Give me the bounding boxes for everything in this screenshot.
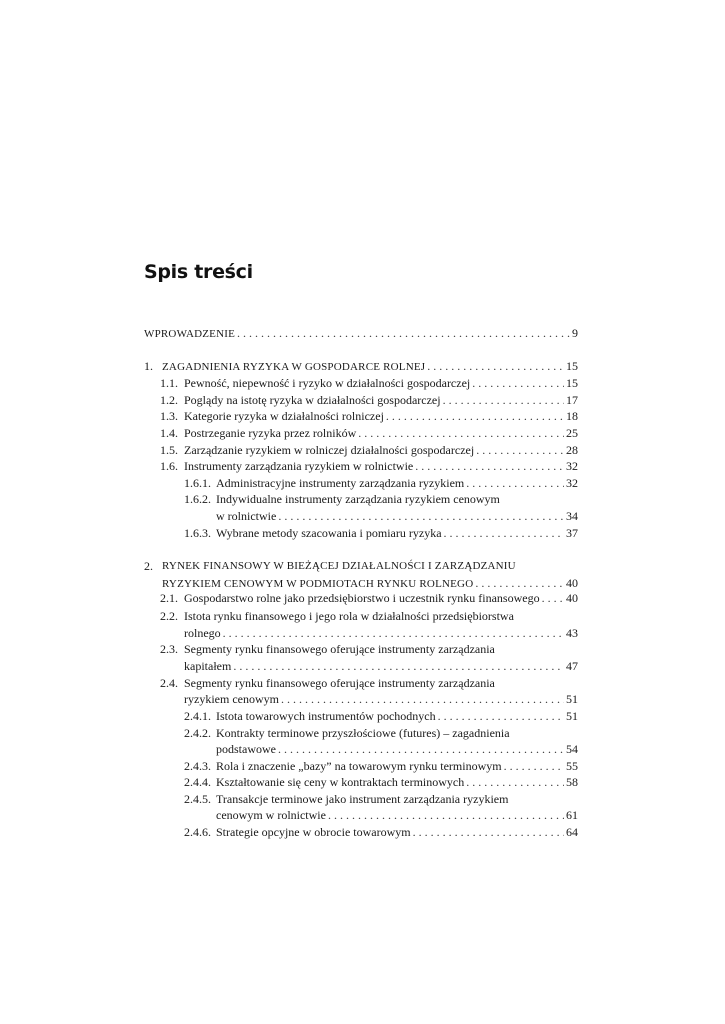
toc-entry-title: Pewność, niepewność i ryzyko w działalności gospodarczej bbox=[184, 376, 471, 390]
toc-entry-title: Kształtowanie się ceny w kontraktach terminowych bbox=[216, 775, 465, 789]
toc-entry-number: 1.6.1. bbox=[184, 476, 211, 490]
toc-entry[interactable] bbox=[0, 807, 725, 823]
toc-page-number: 47 bbox=[566, 659, 578, 673]
toc-page-number: 37 bbox=[566, 526, 578, 540]
toc-entry-title: Gospodarstwo rolne jako przedsiębiorstwo i uczestnik rynku finansowego bbox=[184, 591, 540, 605]
toc-entry-continued[interactable] bbox=[0, 725, 725, 741]
toc-page-number: 25 bbox=[566, 426, 578, 440]
toc-entry-title: Istota rynku finansowego i jego rola w działalności przedsiębiorstwa bbox=[184, 609, 514, 623]
toc-entry-number: 2.4.5. bbox=[184, 792, 211, 806]
toc-entry-number: 1.6. bbox=[160, 459, 178, 473]
toc-entry-number: 2.4.2. bbox=[184, 726, 211, 740]
toc-entry[interactable] bbox=[0, 625, 725, 641]
toc-entry-title: ZAGADNIENIA RYZYKA W GOSPODARCE ROLNEJ bbox=[162, 361, 426, 373]
toc-entry-number: 2.1. bbox=[160, 591, 178, 605]
toc-entry-title: w rolnictwie bbox=[216, 509, 277, 523]
page-title: Spis treści bbox=[144, 260, 253, 283]
toc-entry-number: 1.3. bbox=[160, 409, 178, 423]
toc-page-number: 17 bbox=[566, 393, 578, 407]
dot-leader bbox=[237, 325, 570, 341]
toc-page-number: 9 bbox=[572, 326, 578, 340]
dot-leader bbox=[427, 358, 564, 374]
toc-entry-continued[interactable] bbox=[0, 558, 725, 574]
toc-entry-continued[interactable] bbox=[0, 491, 725, 507]
toc-entry-title: Transakcje terminowe jako instrument zarządzania ryzykiem bbox=[216, 792, 509, 806]
toc-entry[interactable] bbox=[0, 408, 725, 424]
dot-leader bbox=[278, 741, 564, 757]
dot-leader bbox=[233, 658, 564, 674]
toc-entry-number: 2. bbox=[144, 559, 153, 573]
dot-leader bbox=[472, 375, 564, 391]
toc-entry-title: Postrzeganie ryzyka przez rolników bbox=[184, 426, 357, 440]
toc-entry[interactable] bbox=[0, 824, 725, 840]
dot-leader bbox=[328, 807, 564, 823]
toc-entry[interactable] bbox=[0, 658, 725, 674]
toc-page-number: 18 bbox=[566, 409, 578, 423]
dot-leader bbox=[466, 774, 564, 790]
toc-page-number: 40 bbox=[566, 576, 578, 590]
toc-entry-title: WPROWADZENIE bbox=[144, 328, 235, 340]
toc-page-number: 61 bbox=[566, 808, 578, 822]
toc-entry-title: Administracyjne instrumenty zarządzania ryzykiem bbox=[216, 476, 465, 490]
toc-entry-number: 2.2. bbox=[160, 609, 178, 623]
toc-entry-title: Poglądy na istotę ryzyka w działalności gospodarczej bbox=[184, 393, 441, 407]
toc-entry[interactable] bbox=[0, 575, 725, 591]
toc-entry-title: Segmenty rynku finansowego oferujące instrumenty zarządzania bbox=[184, 642, 495, 656]
toc-entry-number: 1.2. bbox=[160, 393, 178, 407]
toc-entry-title: Kategorie ryzyka w działalności rolniczej bbox=[184, 409, 384, 423]
toc-entry[interactable] bbox=[0, 508, 725, 524]
dot-leader bbox=[415, 458, 564, 474]
toc-page-number: 55 bbox=[566, 759, 578, 773]
toc-entry-title: Rola i znaczenie „bazy” na towarowym rynku terminowym bbox=[216, 759, 502, 773]
toc-entry[interactable] bbox=[0, 442, 725, 458]
toc-entry-number: 2.4.1. bbox=[184, 709, 211, 723]
toc-entry[interactable] bbox=[0, 392, 725, 408]
toc-entry-number: 1.5. bbox=[160, 443, 178, 457]
dot-leader bbox=[444, 525, 564, 541]
toc-entry-title: RYNEK FINANSOWY W BIEŻĄCEJ DZIAŁALNOŚCI I ZARZĄDZANIU bbox=[162, 560, 516, 572]
dot-leader bbox=[281, 691, 564, 707]
toc-entry-number: 2.3. bbox=[160, 642, 178, 656]
dot-leader bbox=[386, 408, 564, 424]
toc-page-number: 54 bbox=[566, 742, 578, 756]
toc-page-number: 15 bbox=[566, 359, 578, 373]
toc-entry[interactable] bbox=[0, 758, 725, 774]
toc-page-number: 58 bbox=[566, 775, 578, 789]
toc-entry[interactable] bbox=[0, 774, 725, 790]
dot-leader bbox=[413, 824, 564, 840]
toc-page-number: 28 bbox=[566, 443, 578, 457]
dot-leader bbox=[443, 392, 564, 408]
toc-entry-number: 1.6.3. bbox=[184, 526, 211, 540]
toc-page-number: 51 bbox=[566, 692, 578, 706]
toc-entry-continued[interactable] bbox=[0, 675, 725, 691]
dot-leader bbox=[475, 575, 564, 591]
toc-page-number: 64 bbox=[566, 825, 578, 839]
toc-entry-title: RYZYKIEM CENOWYM W PODMIOTACH RYNKU ROLNEGO bbox=[162, 578, 474, 590]
dot-leader bbox=[476, 442, 564, 458]
toc-entry-number: 1. bbox=[144, 359, 153, 373]
toc-entry-number: 1.1. bbox=[160, 376, 178, 390]
toc-entry-continued[interactable] bbox=[0, 791, 725, 807]
toc-entry-number: 2.4.3. bbox=[184, 759, 211, 773]
toc-entry-continued[interactable] bbox=[0, 641, 725, 657]
dot-leader bbox=[466, 475, 564, 491]
toc-entry-title: Wybrane metody szacowania i pomiaru ryzyka bbox=[216, 526, 442, 540]
toc-entry-number: 2.4. bbox=[160, 676, 178, 690]
toc-entry[interactable] bbox=[0, 375, 725, 391]
toc-entry-title: Strategie opcyjne w obrocie towarowym bbox=[216, 825, 411, 839]
dot-leader bbox=[223, 625, 564, 641]
dot-leader bbox=[278, 508, 564, 524]
toc-page-number: 32 bbox=[566, 476, 578, 490]
dot-leader bbox=[358, 425, 564, 441]
toc-entry-title: Kontrakty terminowe przyszłościowe (futures) – zagadnienia bbox=[216, 726, 510, 740]
toc-entry-title: Indywidualne instrumenty zarządzania ryzykiem cenowym bbox=[216, 492, 500, 506]
toc-entry[interactable] bbox=[0, 708, 725, 724]
toc-entry-title: Segmenty rynku finansowego oferujące instrumenty zarządzania bbox=[184, 676, 495, 690]
toc-entry-number: 2.4.6. bbox=[184, 825, 211, 839]
dot-leader bbox=[542, 590, 564, 606]
toc-entry-title: rolnego bbox=[184, 626, 221, 640]
toc-entry[interactable] bbox=[0, 475, 725, 491]
toc-entry[interactable] bbox=[0, 691, 725, 707]
toc-entry[interactable] bbox=[0, 525, 725, 541]
toc-page-number: 32 bbox=[566, 459, 578, 473]
toc-entry[interactable] bbox=[0, 590, 725, 606]
toc-entry-title: Istota towarowych instrumentów pochodnych bbox=[216, 709, 436, 723]
toc-page-number: 34 bbox=[566, 509, 578, 523]
toc-entry-number: 1.6.2. bbox=[184, 492, 211, 506]
toc-entry-number: 1.4. bbox=[160, 426, 178, 440]
toc-entry-title: Instrumenty zarządzania ryzykiem w rolnictwie bbox=[184, 459, 414, 473]
toc-entry-title: Zarządzanie ryzykiem w rolniczej działalności gospodarczej bbox=[184, 443, 475, 457]
dot-leader bbox=[438, 708, 564, 724]
dot-leader bbox=[504, 758, 564, 774]
toc-entry-title: ryzykiem cenowym bbox=[184, 692, 279, 706]
toc-entry[interactable] bbox=[0, 325, 725, 341]
toc-entry-title: kapitałem bbox=[184, 659, 232, 673]
toc-page-number: 40 bbox=[566, 591, 578, 605]
toc-entry-continued[interactable] bbox=[0, 608, 725, 624]
toc-page-number: 51 bbox=[566, 709, 578, 723]
toc-entry-title: podstawowe bbox=[216, 742, 276, 756]
toc-page-number: 43 bbox=[566, 626, 578, 640]
toc-entry[interactable] bbox=[0, 358, 725, 374]
toc-page-number: 15 bbox=[566, 376, 578, 390]
toc-entry[interactable] bbox=[0, 458, 725, 474]
toc-entry-number: 2.4.4. bbox=[184, 775, 211, 789]
toc-entry[interactable] bbox=[0, 425, 725, 441]
toc-entry[interactable] bbox=[0, 741, 725, 757]
toc-entry-title: cenowym w rolnictwie bbox=[216, 808, 326, 822]
